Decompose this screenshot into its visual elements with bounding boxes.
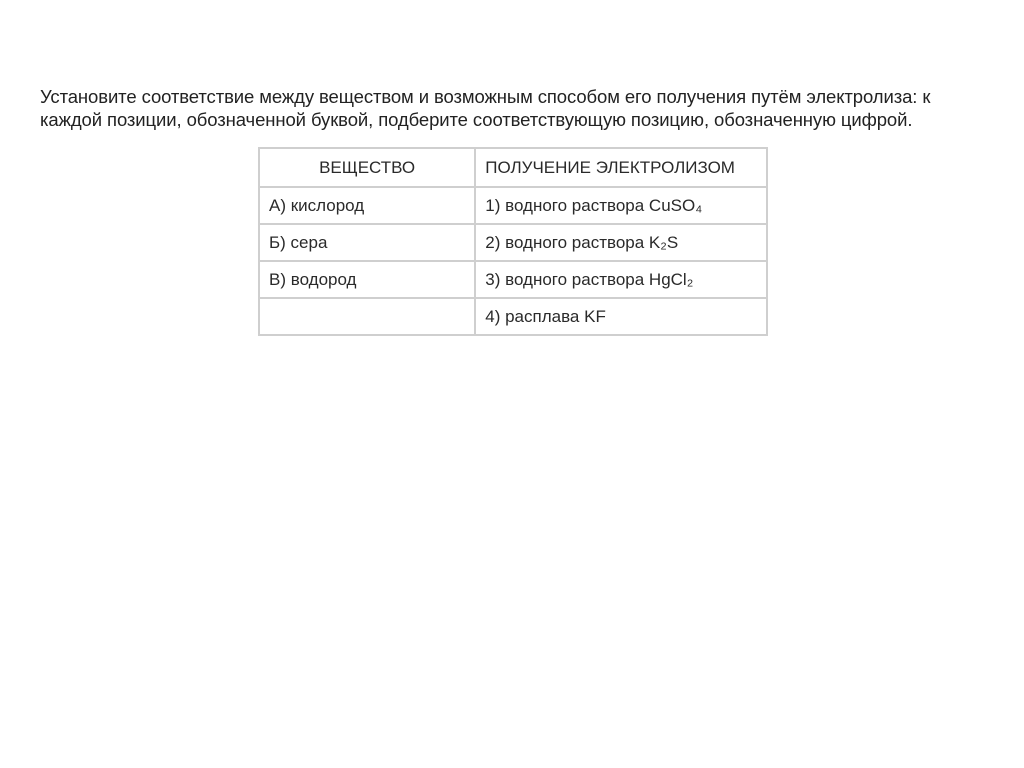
substance-cell: Б) сера [259, 224, 475, 261]
header-method: ПОЛУЧЕНИЕ ЭЛЕКТРОЛИЗОМ [475, 148, 767, 187]
header-substance: ВЕЩЕСТВО [259, 148, 475, 187]
table-row [259, 187, 767, 224]
table-header-row [259, 148, 767, 187]
table-row [259, 298, 767, 335]
substance-cell-empty [259, 298, 475, 335]
substance-cell: А) кислород [259, 187, 475, 224]
method-cell: 2) водного раствора K₂S [475, 224, 767, 261]
method-cell: 3) водного раствора HgCl₂ [475, 261, 767, 298]
method-cell: 4) расплава KF [475, 298, 767, 335]
substance-cell: В) водород [259, 261, 475, 298]
table-row [259, 261, 767, 298]
table-row [259, 224, 767, 261]
task-statement: Установите соответствие между веществом и возможным способом его получения путём электролиза: к каждой позиции, обозначенной буквой, подберите соответствующую позицию, обозначенную цифрой. [40, 86, 931, 130]
matching-table [258, 147, 768, 336]
method-cell: 1) водного раствора CuSO₄ [475, 187, 767, 224]
